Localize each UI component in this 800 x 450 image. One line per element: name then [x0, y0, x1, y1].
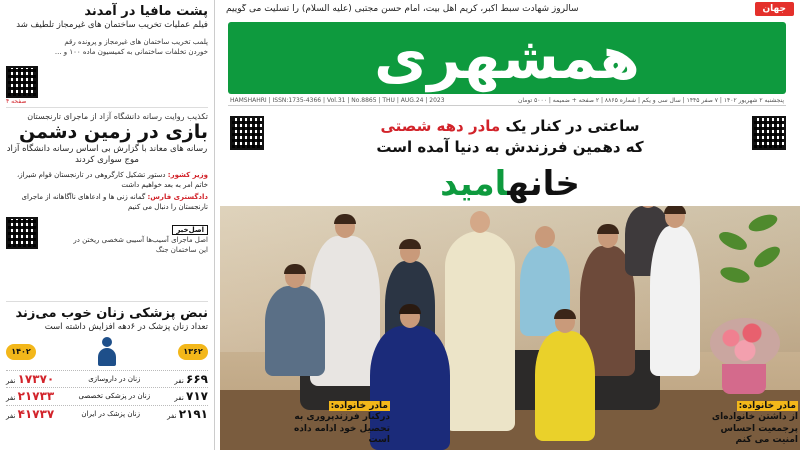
stat-right-value: ۶۶۹ [186, 371, 208, 386]
qr-code-icon [6, 217, 38, 249]
story-orange-garden[interactable] [6, 112, 208, 302]
caption-mother-study [280, 401, 390, 446]
main-kicker [340, 116, 680, 158]
caption-mother-security [698, 401, 798, 446]
story-mafia-sub: فیلم عملیات تخریب ساختمان های غیرمجاز تلطیف شد [16, 20, 208, 31]
meta-right: پنجشنبه ۲ شهریور ۱۴۰۲ | ۷ صفر ۱۴۴۵ | سال سی و یکم | شماره ۸۸۶۵ | ۲ صفحه + ضمیمه | ۵۰۰۰ تومان [517, 97, 784, 104]
story-women-doctors[interactable] [6, 306, 208, 426]
story-body-2-text: گمانه زنی ها و ادعاهای ناآگاهانه از ماجرای تارنجستان را دنبال می کنیم [21, 193, 208, 212]
story-body-1 [6, 171, 208, 191]
masthead [228, 22, 786, 94]
story-mafia-title: پشت مافیا در آمدند [84, 4, 208, 19]
main-kicker-line1: ساعتی در کنار یک مادر دهه شصتی [380, 117, 640, 135]
story-note: اصل ماجرای آسیب‌ها آسیبی شخصی ریختن در این ساختمان جنگ [73, 235, 208, 254]
story-body-1-text: دستور تشکیل کارگروهی در تارنجستان قوام شیراز، خاتم امر به بعد خواهیم داشت [16, 170, 208, 189]
stat-left-value: ۱۷۳۷۰ [17, 371, 55, 386]
stat-row: ۷۱۷ نفر زنان در پزشکی تخصصی ۲۱۷۳۳ نفر [6, 389, 208, 404]
plant [708, 206, 788, 336]
page-ref: صفحه ۴ [6, 98, 27, 105]
qr-code-icon [6, 66, 38, 98]
stat-right-value: ۲۱۹۱ [178, 406, 208, 421]
story-mafia-body: پلمب تخریب ساختمان های غیرمجاز و پرونده رقم خوردن تخلفات ساختمانی به کمیسیون ماده ۱۰۰ و ... [54, 37, 208, 56]
caption-mid-label: مادر خانواده: [330, 401, 388, 411]
stat-row: ۲۱۹۱ نفر زنان پزشک در ایران ۴۱۷۳۷ نفر [6, 406, 208, 421]
story-title: بازی در زمین دشمن [19, 121, 208, 143]
story-footer [6, 217, 208, 256]
stat-right-value: ۷۱۷ [186, 389, 208, 404]
story-body-2-label: دادگستری فارس: [147, 193, 208, 202]
main-kicker-line2: که دهمین فرزندش به دنیا آمده است [376, 138, 644, 156]
story-body-2 [6, 193, 208, 213]
stat-rows [6, 370, 208, 422]
qr-code-icon [752, 116, 786, 150]
stat-label: زنان در داروسازی [88, 374, 141, 383]
stat-header [6, 337, 208, 367]
woman-doctor-icon [96, 337, 118, 367]
stat-left-value: ۴۱۷۳۷ [17, 406, 55, 421]
stat-row: ۶۶۹ نفر زنان در داروسازی ۱۷۳۷۰ نفر [6, 371, 208, 386]
story-kicker: تکذیب روایت رسانه دانشگاه آزاد از ماجرای تارنجستان [27, 112, 208, 121]
stat-title: نبض پزشکی زنان خوب می‌زند [15, 306, 208, 321]
main-area [220, 108, 800, 450]
masthead-logo: همشهری [374, 24, 640, 92]
stat-left-value: ۲۱۷۳۳ [17, 389, 55, 404]
caption-mid-text: درکنار فرزندپروری به تحصیل خود ادامه داده است [293, 412, 390, 445]
meta-left: HAMSHAHRI | ISSN:1735-4366 | Vol.31 | No.8865 | THU | AUG.24 | 2023 [230, 97, 445, 104]
left-column [0, 0, 215, 450]
top-strip [220, 0, 800, 18]
main-headline-green: امید [440, 164, 508, 204]
caption-right-label: مادر خانواده: [738, 401, 796, 411]
main-headline-dark: خانه [507, 164, 580, 204]
stat-label: زنان پزشک در ایران [81, 409, 140, 418]
section-badge[interactable]: جهان [755, 2, 795, 16]
year-badge-left: ۱۴۰۲ [6, 344, 36, 360]
main-headline[interactable] [340, 166, 680, 203]
story-body-1-label: وزیر کشور: [167, 170, 208, 179]
caption-right-text: از داشتن خانواده‌ای پرجمعیت احساس امنیت می کنم [711, 412, 798, 445]
stat-sub: تعداد زنان پزشک در ۶دهه افزایش داشته است [44, 322, 208, 333]
stat-label: زنان در پزشکی تخصصی [78, 392, 151, 401]
flower-vase [710, 318, 780, 368]
year-badge-right: ۱۳۶۲ [178, 344, 208, 360]
qr-code-icon [230, 116, 264, 150]
story-tag[interactable]: اصل‌خبر [172, 225, 208, 235]
flower-pot [722, 364, 766, 394]
top-strip-headline: سالروز شهادت سبط اکبر، کریم اهل بیت، امام حسن مجتبی (علیه السلام) را تسلیت می گوییم [226, 4, 579, 14]
meta-bar [228, 96, 786, 106]
story-mafia[interactable] [6, 4, 208, 108]
story-sub: رسانه های معاند با گزارش بی اساس رسانه دانشگاه آزاد موج سواری کردند [6, 143, 208, 166]
